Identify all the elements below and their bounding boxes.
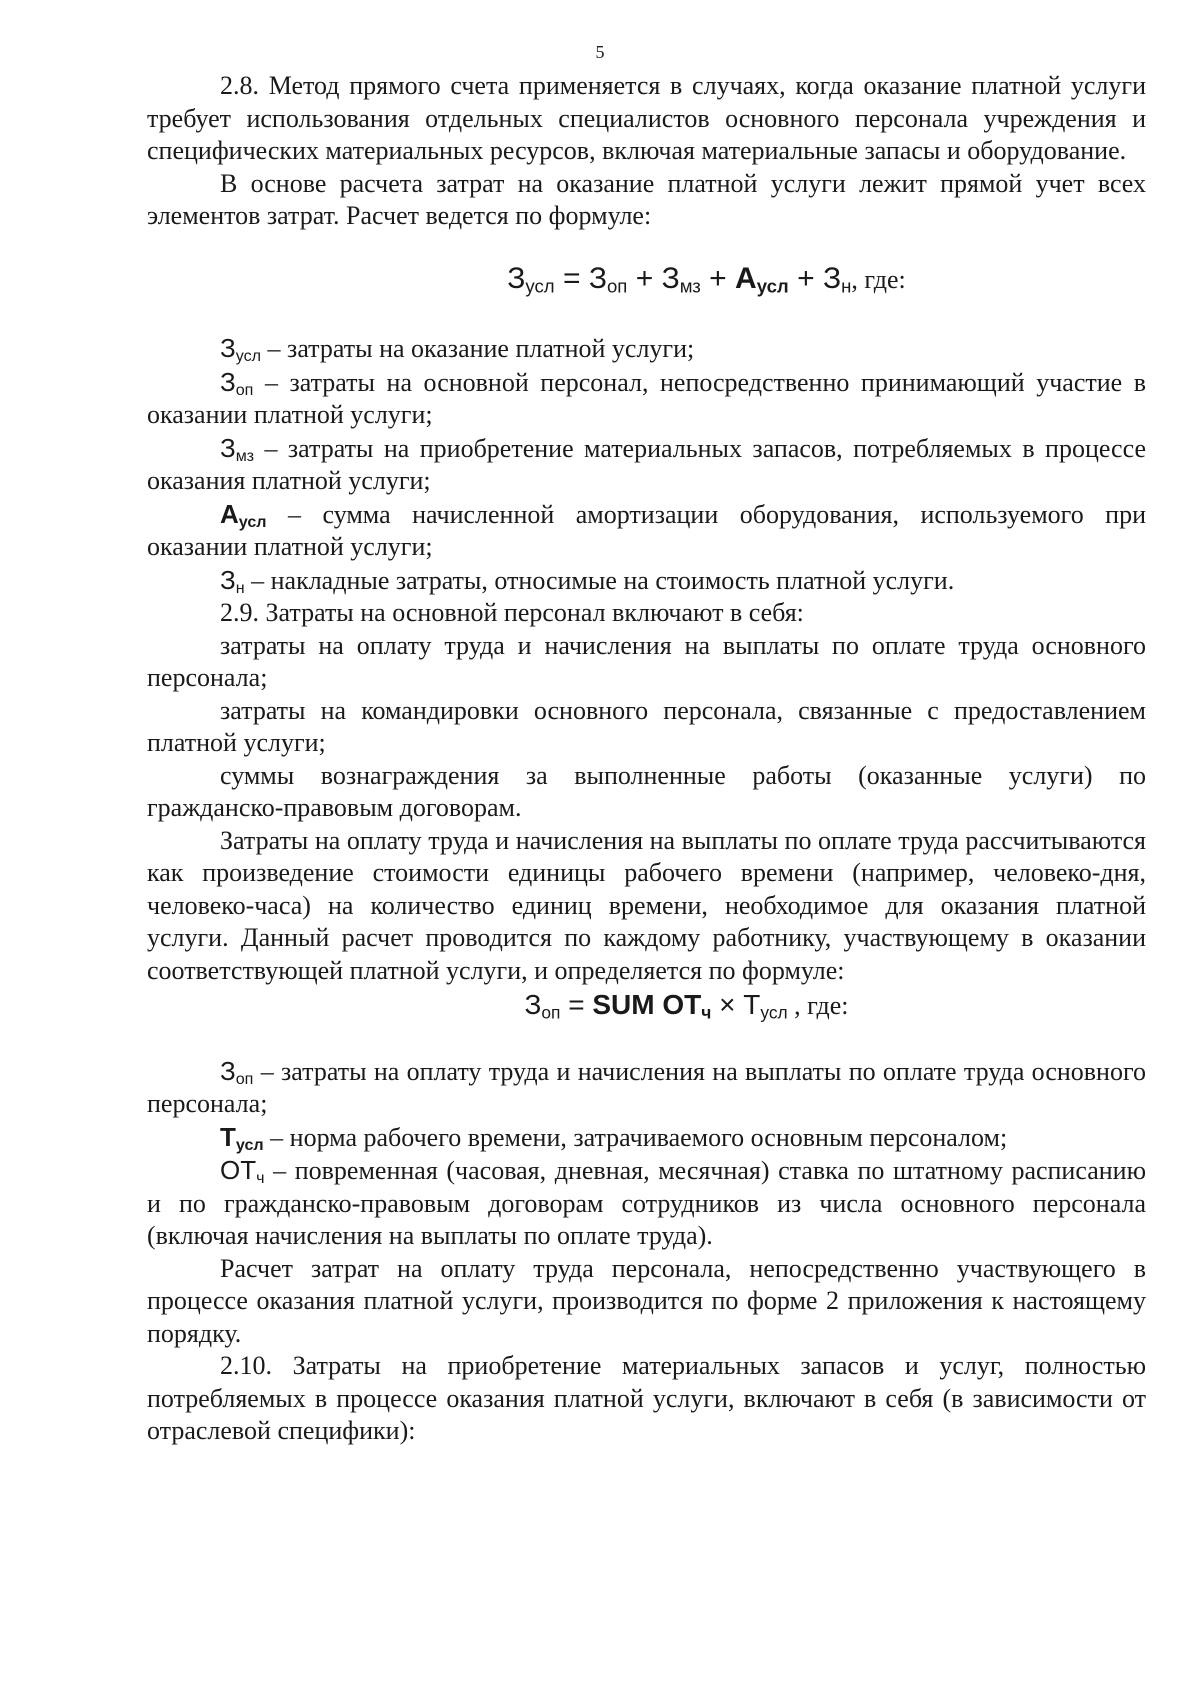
formula-subscript: усл [756,275,789,297]
definition-z-op [147,366,1146,432]
formula-subscript: усл [525,275,555,297]
formula-tail: , где: [851,264,906,294]
definition-symbol: Т [220,1121,236,1152]
definition-text: – затраты на основной персонал, непосредственно принимающий участие в оказании платной услуги; [147,367,1146,429]
definition-symbol: ОТ [220,1155,257,1185]
document-body [147,70,1146,1448]
formula-subscript: оп [606,275,628,297]
definition-text: – накладные затраты, относимые на стоимость платной услуги. [244,565,955,595]
list-item-contract-fees: суммы вознаграждения за выполненные работы (оказанные услуги) по гражданско-правовым договорам. [147,760,1146,822]
definition-symbol: А [220,498,239,529]
formula-operator: = [554,261,589,295]
definition-subscript: н [235,578,245,597]
formula-term: А [735,261,757,295]
definition-subscript: усл [238,512,267,531]
paragraph-2-9: 2.9. Затраты на основной персонал включают в себя: [220,598,804,627]
definition-t-usl [147,1121,1146,1155]
definition-symbol: З [220,564,236,595]
list-item-labor-costs: затраты на оплату труда и начисления на выплаты по оплате труда основного персонала; [147,630,1146,692]
definition-text: – норма рабочего времени, затрачиваемого основным персоналом; [263,1122,1008,1152]
formula-subscript: усл [760,1002,788,1023]
formula-subscript: ч [701,1002,712,1023]
definition-text: – затраты на оказание платной услуги; [261,334,695,363]
formula-subscript: оп [541,1002,561,1023]
definition-text: – повременная (часовая, дневная, месячная) ставка по штатному расписанию и по гражданско-правовым договорам сотрудников из числа основного персонала (включая начисления на выплаты по оплате труда). [147,1156,1146,1250]
formula-operator: × [711,989,744,1020]
definition-symbol: З [220,1055,236,1086]
definition-subscript: мз [235,446,254,465]
formula-term: З [822,261,842,295]
definition-a-usl [147,498,1146,564]
definition-subscript: оп [235,380,254,399]
formula-function: SUM [592,989,663,1020]
definition-subscript: усл [235,347,262,366]
paragraph-2-10: 2.10. Затраты на приобретение материальных запасов и услуг, полностью потребляемых в процессе оказания платной услуги, включают в себя (в зависимости от отраслевой специфики): [147,1351,1146,1445]
definition-symbol: З [220,366,236,397]
paragraph-2-8: 2.8. Метод прямого счета применяется в случаях, когда оказание платной услуги требует использования отдельных специалистов основного персонала учреждения и специфических материальных ресурсов, включая материальные запасы и оборудование. [147,71,1146,165]
formula-term: З [507,261,526,295]
formula-operator: + [788,261,823,295]
formula-operator: + [627,261,662,295]
formula-tail: , где: [787,991,849,1020]
definition-symbol: З [220,333,236,363]
definition-z-usl [147,332,1146,366]
formula-term: З [661,261,680,295]
definition-z-n [147,564,1146,598]
page-number: 5 [595,42,605,62]
formula-operator: = [560,989,593,1020]
definition-text: – затраты на оплату труда и начисления на выплаты по оплате труда основного персонала; [147,1056,1146,1118]
paragraph-calc-basis: В основе расчета затрат на оказание платной услуги лежит прямой учет всех элементов затрат. Расчет ведется по формуле: [147,168,1146,230]
definition-text: – затраты на приобретение материальных запасов, потребляемых в процессе оказания платной услуги; [147,433,1146,495]
formula-term: Т [743,989,761,1020]
definition-z-mz [147,432,1146,498]
formula-term: ОТ [662,989,702,1020]
definition-subscript: оп [235,1069,254,1088]
formula-subscript: мз [679,275,701,297]
definition-ot-ch [147,1154,1146,1253]
definition-symbol: З [220,432,236,463]
formula-operator: + [700,261,736,295]
definition-subscript: усл [235,1135,264,1154]
paragraph-labor-calc: Затраты на оплату труда и начисления на выплаты по оплате труда рассчитываются как произведение стоимости единицы рабочего времени (например, человеко-дня, человеко-часа) на количество единиц времени, необходимое для оказания платной услуги. Данный расчет проводится по каждому работнику, участвующему в оказании соответствующей платной услуги, и определяется по формуле: [147,825,1146,985]
formula-subscript: н [841,275,852,297]
formula-total-cost [147,263,1146,297]
definition-z-op-labor [147,1055,1146,1121]
definition-text: – сумма начисленной амортизации оборудования, используемого при оказании платной услуги; [147,499,1146,561]
paragraph-form-2: Расчет затрат на оплату труда персонала, непосредственно участвующего в процессе оказания платной услуги, производится по форме 2 приложения к настоящему порядку. [147,1253,1146,1348]
list-item-travel-costs: затраты на командировки основного персонала, связанные с предоставлением платной услуги; [147,695,1146,757]
formula-term: З [524,989,542,1020]
formula-term: З [588,261,607,295]
definition-subscript: ч [256,1169,265,1188]
formula-personnel-cost [147,989,1146,1023]
